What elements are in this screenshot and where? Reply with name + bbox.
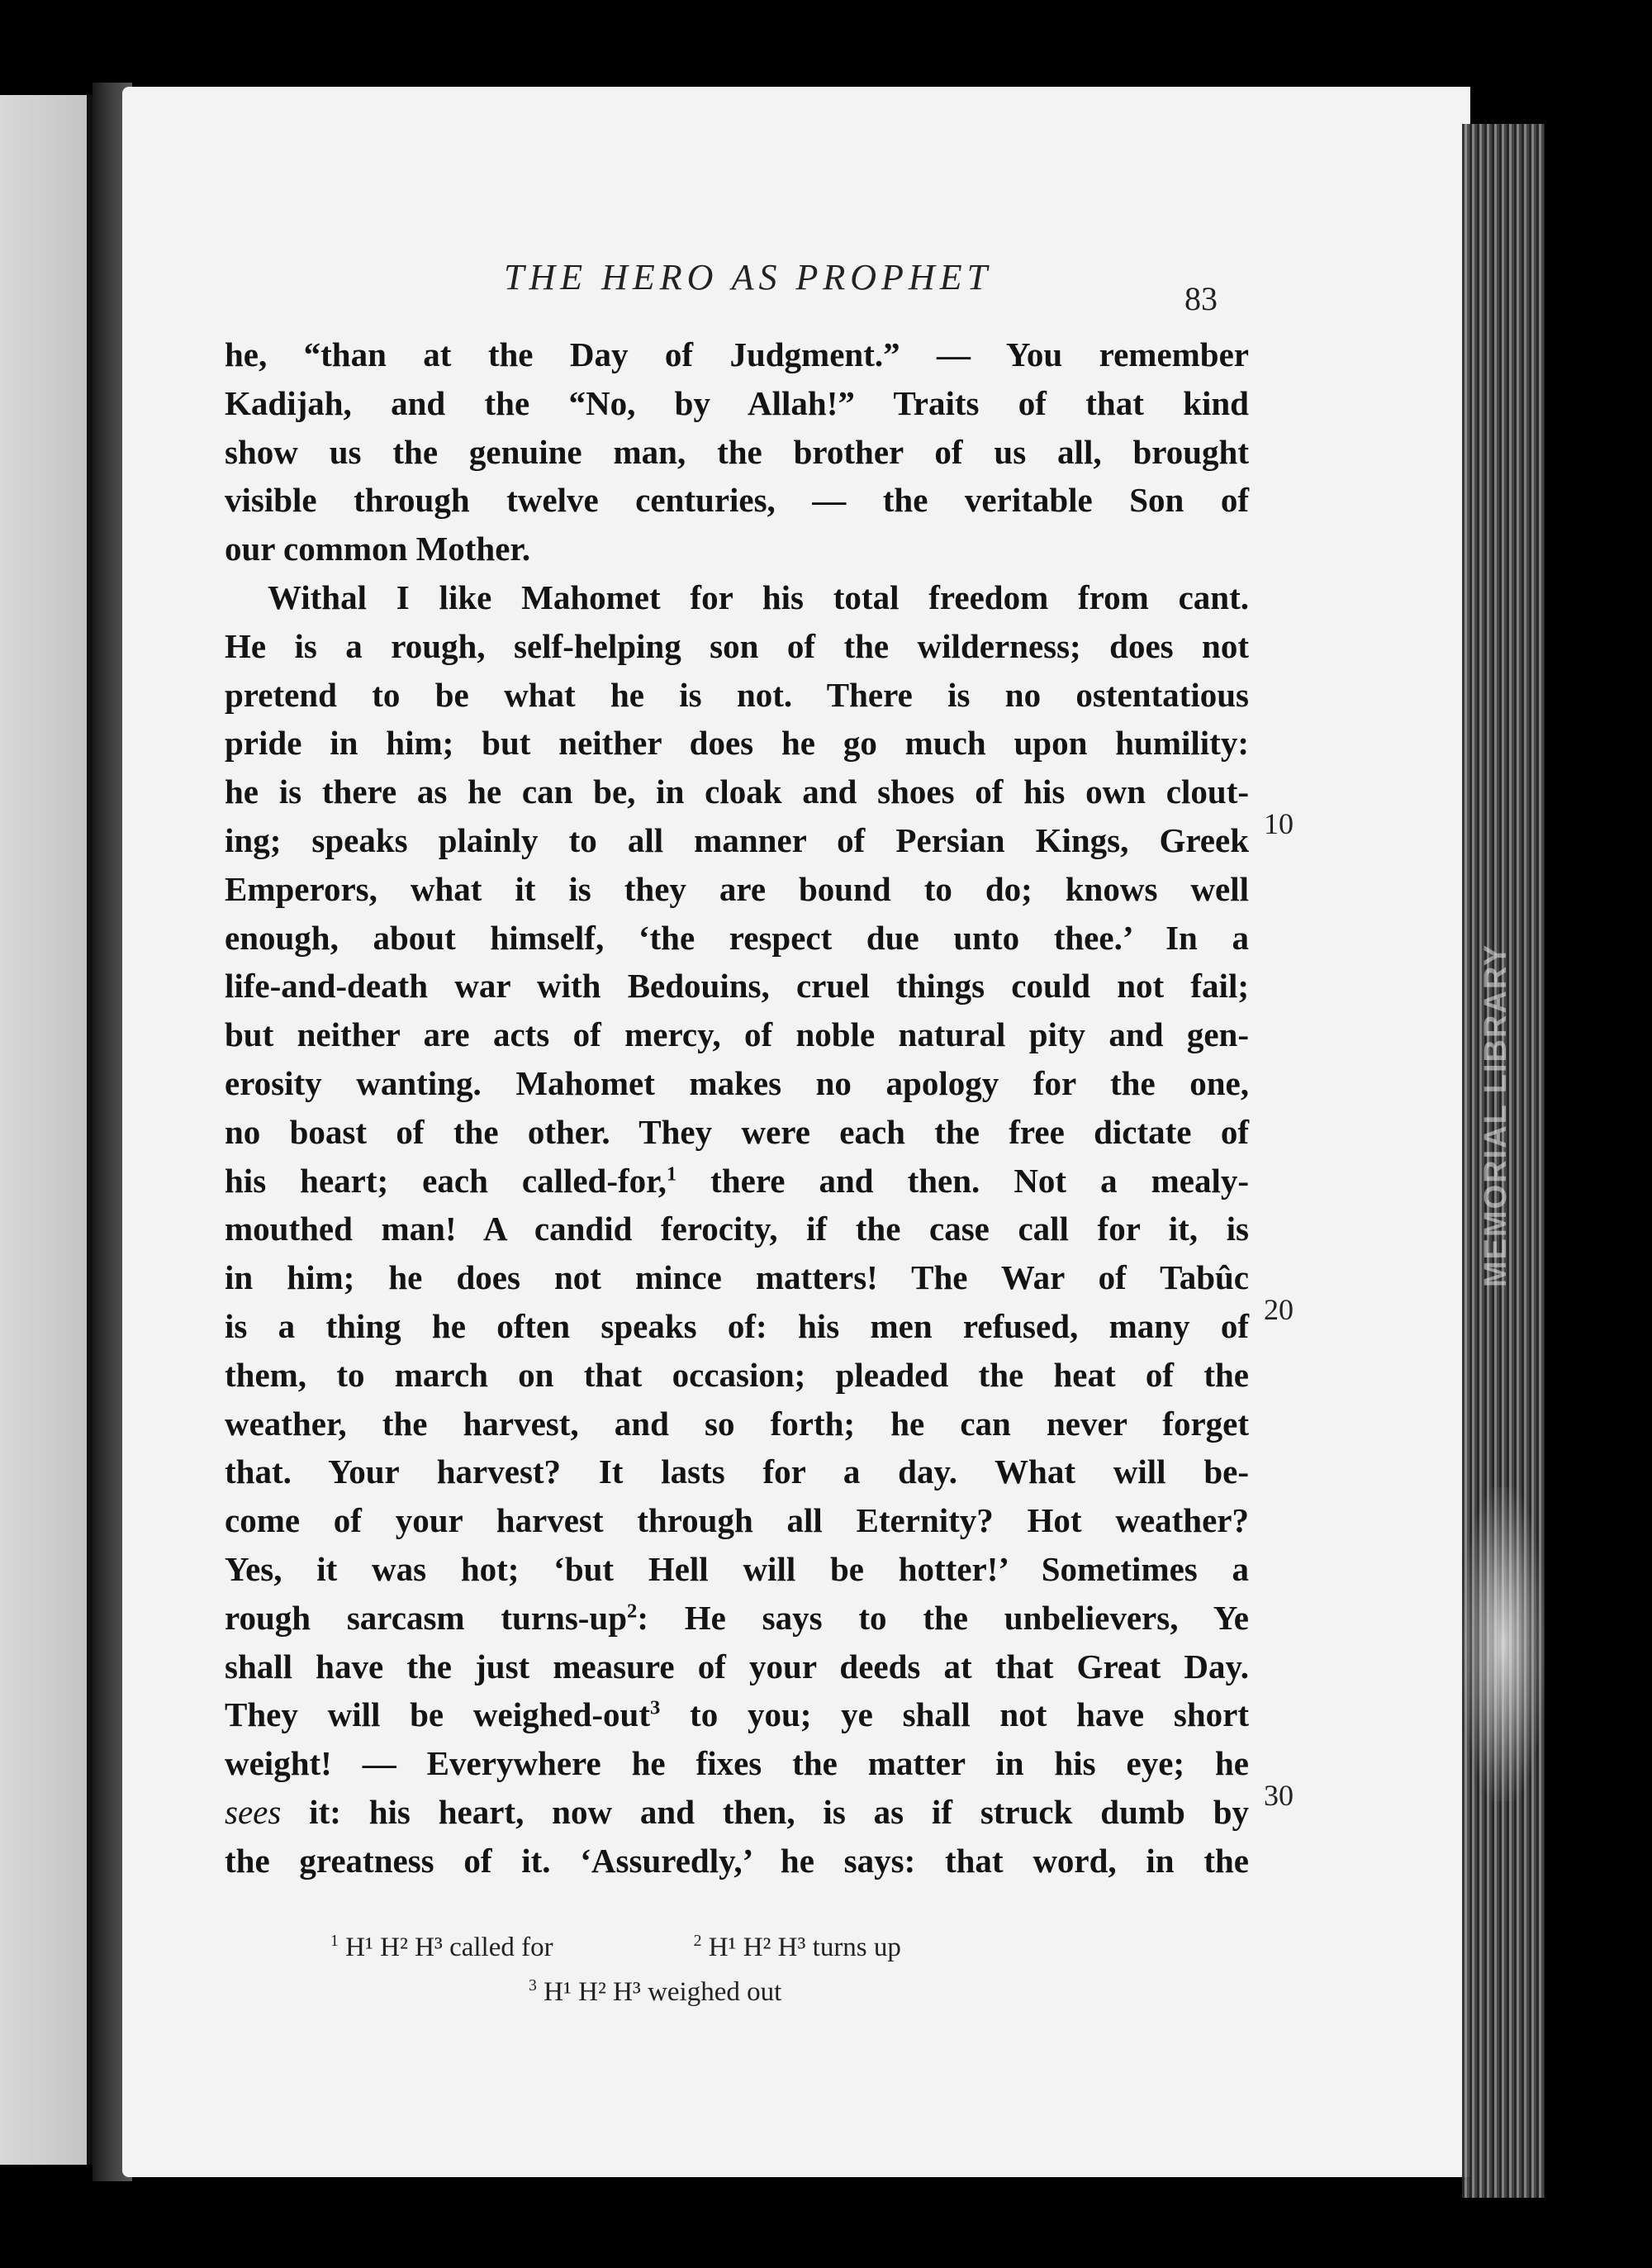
text-line: show us the genuine man, the brother of us all, brought <box>225 432 1249 471</box>
text-line: is a thing he often speaks of: his men refused, many of <box>225 1306 1249 1345</box>
line-number-20: 20 <box>1264 1293 1294 1326</box>
text-line: he is there as he can be, in cloak and shoes of his own clout- <box>225 773 1249 811</box>
line-text: it: his heart, now and then, is as if struck dumb by <box>309 1792 1249 1831</box>
text-line: weather, the harvest, and so forth; he can never forget <box>225 1404 1249 1443</box>
text-line <box>225 1594 1249 1643</box>
footnote-number: 3 <box>529 1976 537 1995</box>
text-line: He is a rough, self-helping son of the wilderness; does not <box>225 626 1249 665</box>
footnote-text: H¹ H² H³ weighed out <box>544 1977 782 2007</box>
text-line: shall have the just measure of your deeds at that Great Day. <box>225 1647 1249 1686</box>
footnote-mark: 2 <box>627 1600 638 1623</box>
line-text: to you; ye shall not have short <box>660 1695 1249 1734</box>
text-line: pride in him; but neither does he go much upon humility: <box>225 724 1249 763</box>
text-line: weight! — Everywhere he fixes the matter in his eye; he <box>225 1744 1249 1783</box>
footnote-3 <box>529 1970 781 2014</box>
text-line: life-and-death war with Bedouins, cruel things could not fail; <box>225 967 1249 1006</box>
line-text: rough sarcasm turns-up <box>225 1598 628 1637</box>
text-line: but neither are acts of mercy, of noble natural pity and gen- <box>225 1015 1249 1054</box>
line-text: : He says to the unbelievers, Ye <box>637 1598 1249 1637</box>
text-line: ing; speaks plainly to all manner of Persian Kings, Greek <box>225 820 1249 859</box>
line-number-10: 10 <box>1264 807 1294 840</box>
footnote-1 <box>330 1925 553 1970</box>
page-number: 83 <box>1184 280 1218 317</box>
running-title: THE HERO AS PROPHET <box>504 257 993 297</box>
line-text: there and then. Not a mealy- <box>676 1161 1249 1200</box>
footnote-text: H¹ H² H³ called for <box>345 1933 553 1962</box>
text-line <box>225 1690 1249 1739</box>
italic-word: sees <box>225 1792 282 1831</box>
text-line: pretend to be what he is not. There is no ostentatious <box>225 675 1249 714</box>
footnote-number: 2 <box>693 1932 702 1950</box>
footnote-mark: 3 <box>650 1696 661 1719</box>
text-line: no boast of the other. They were each the free dictate of <box>225 1112 1249 1151</box>
text-line <box>225 1788 1249 1837</box>
text-line: in him; he does not mince matters! The War of Tabûc <box>225 1258 1249 1297</box>
footnote-row <box>330 1970 1156 2014</box>
text-line: Withal I like Mahomet for his total freedom from cant. <box>268 578 1249 616</box>
footnotes <box>330 1925 1156 2014</box>
text-line: the greatness of it. ‘Assuredly,’ he says: that word, in the <box>225 1841 1249 1880</box>
text-line: visible through twelve centuries, — the veritable Son of <box>225 481 1249 520</box>
text-line: mouthed man! A candid ferocity, if the case call for it, is <box>225 1210 1249 1248</box>
text-line <box>225 1157 1249 1205</box>
text-line: Yes, it was hot; ‘but Hell will be hotter!’ Sometimes a <box>225 1549 1249 1588</box>
text-line: Emperors, what it is they are bound to do; knows well <box>225 869 1249 908</box>
line-number-30: 30 <box>1264 1779 1294 1812</box>
text-line: our common Mother. <box>225 530 531 568</box>
text-line: Kadijah, and the “No, by Allah!” Traits of that kind <box>225 383 1249 422</box>
footnote-text: H¹ H² H³ turns up <box>708 1933 901 1962</box>
footnote-row <box>330 1925 1156 1970</box>
text-line: that. Your harvest? It lasts for a day. What will be- <box>225 1453 1249 1491</box>
left-page-edge <box>0 95 95 2165</box>
text-line: come of your harvest through all Eternity? Hot weather? <box>225 1501 1249 1540</box>
text-line: enough, about himself, ‘the respect due unto thee.’ In a <box>225 918 1249 957</box>
footnote-2 <box>694 1925 901 1970</box>
footnote-mark: 1 <box>666 1162 677 1185</box>
line-text: They will be weighed-out <box>225 1695 650 1734</box>
text-line: them, to march on that occasion; pleaded the heat of the <box>225 1355 1249 1394</box>
line-text: his heart; each called-for, <box>225 1161 667 1200</box>
text-line: erosity wanting. Mahomet makes no apology for the one, <box>225 1063 1249 1102</box>
footnote-number: 1 <box>330 1932 339 1950</box>
library-edge-stamp: MEMORIAL LIBRARY <box>1479 943 1513 1288</box>
body-text <box>225 330 1249 1885</box>
text-line: he, “than at the Day of Judgment.” — You remember <box>225 335 1249 373</box>
